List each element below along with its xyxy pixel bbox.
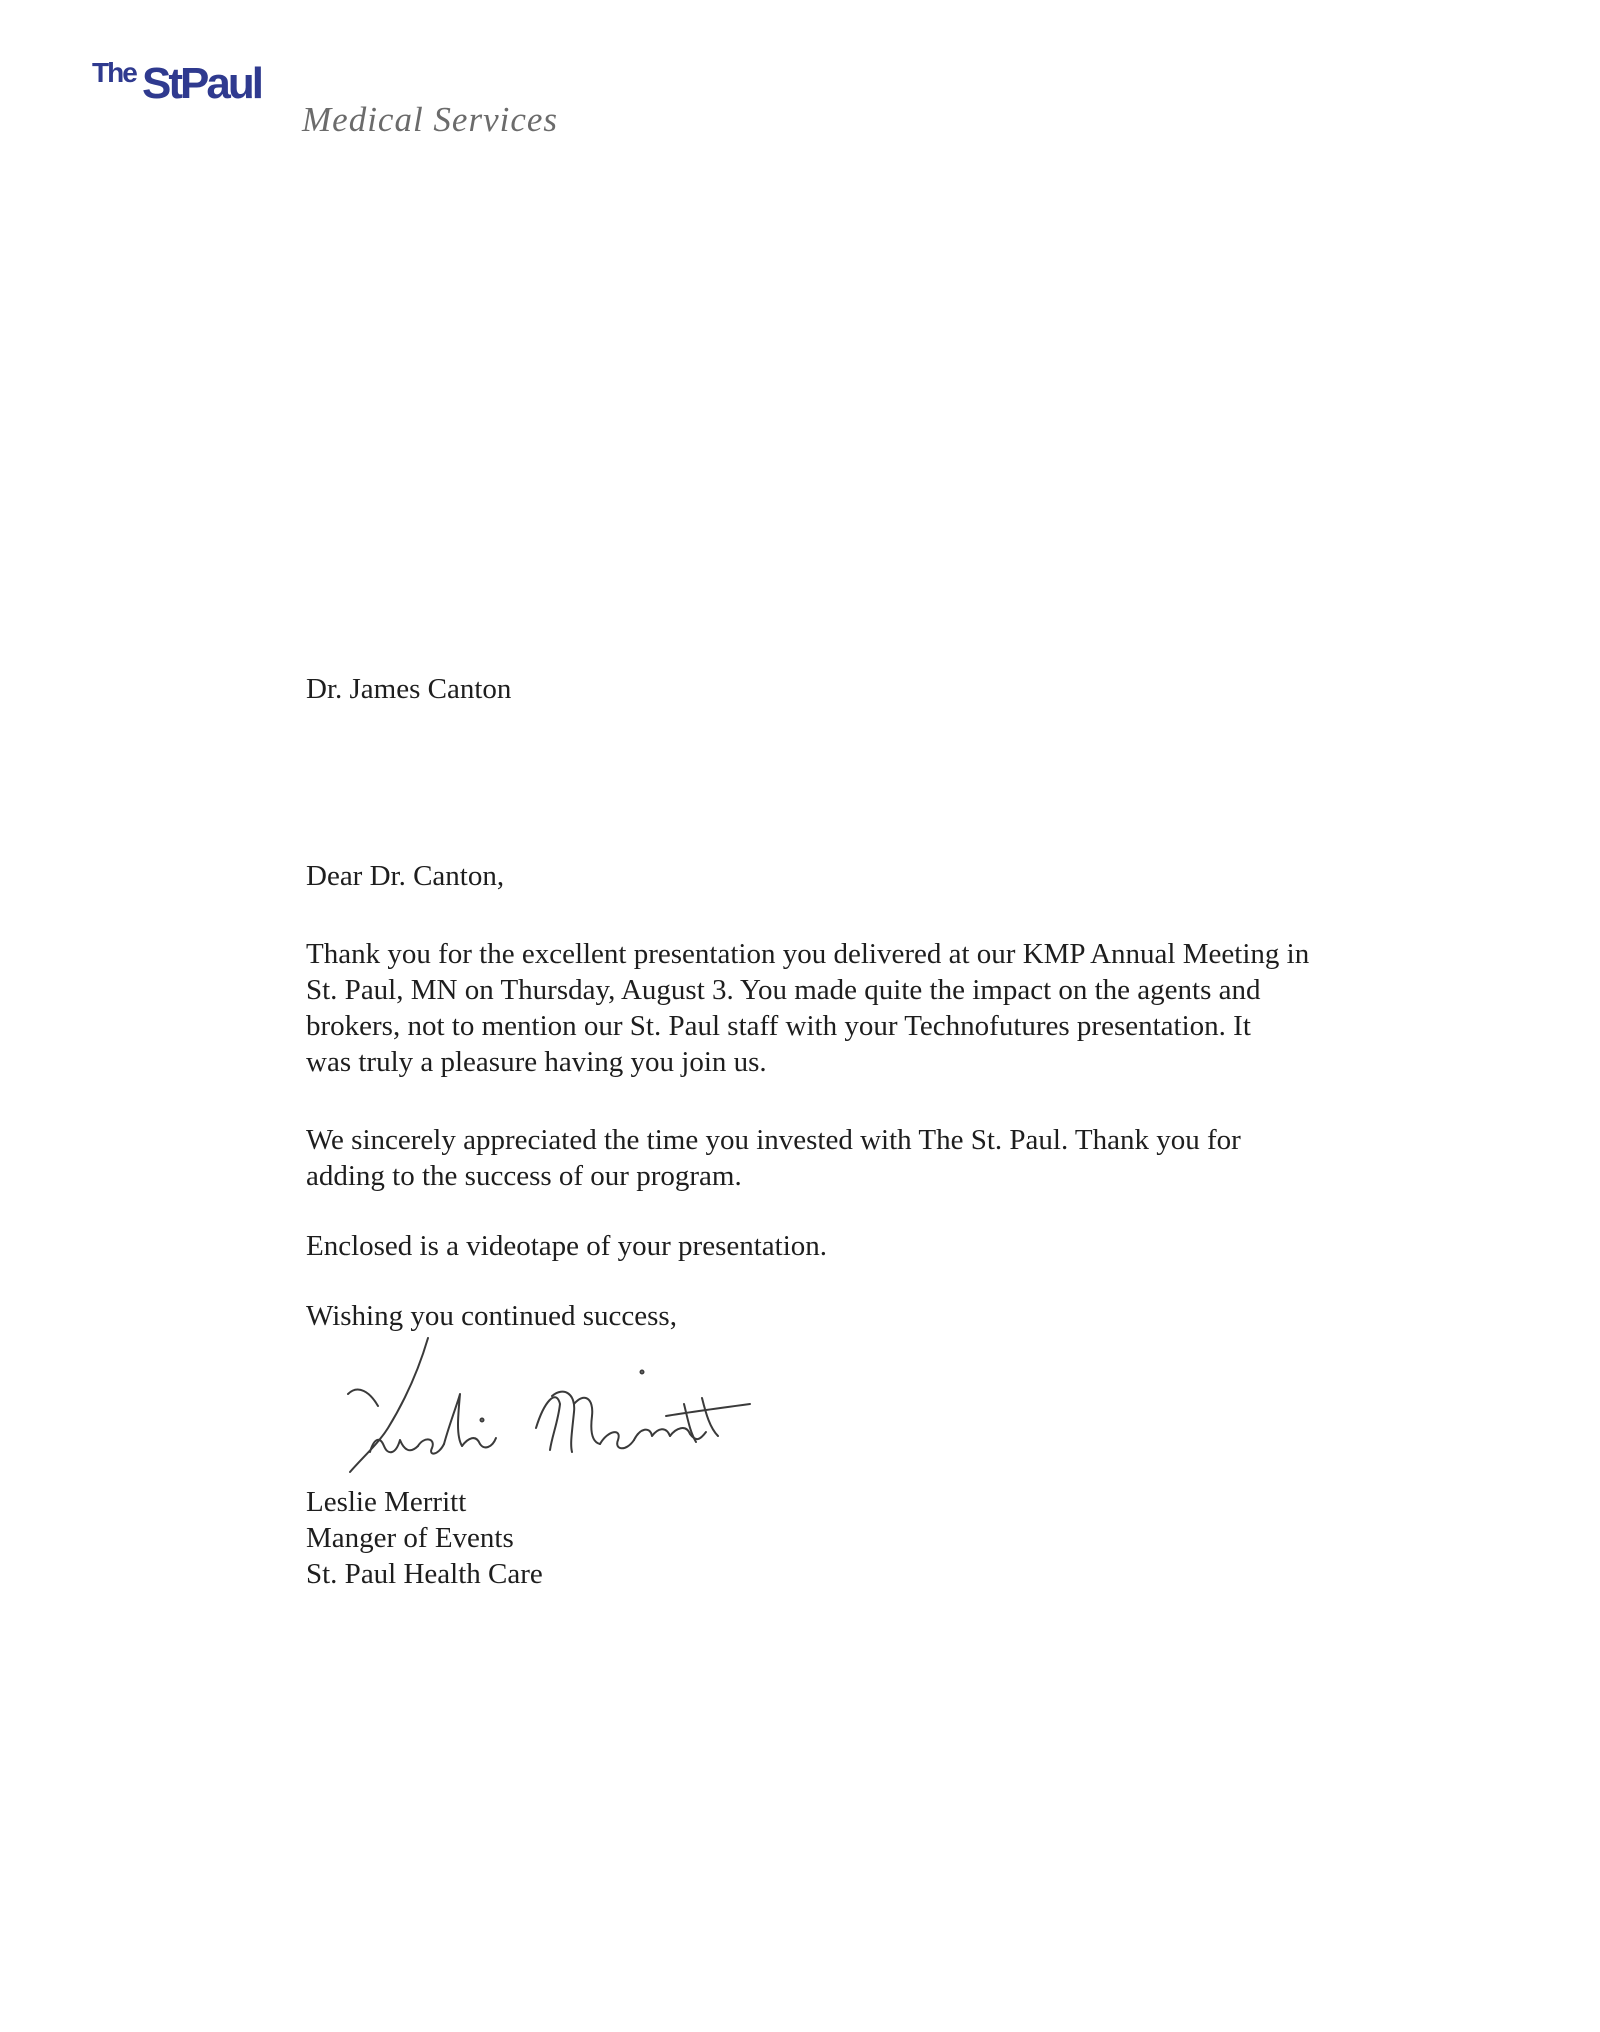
- company-logo: [92, 52, 292, 108]
- body-paragraph-3: [306, 1228, 827, 1264]
- paragraph-line: adding to the success of our program.: [306, 1160, 742, 1192]
- closing-line: Wishing you continued success,: [306, 1300, 677, 1332]
- handwritten-signature: [340, 1332, 800, 1482]
- body-paragraph-2: [306, 1122, 1241, 1194]
- sender-name: Leslie Merritt: [306, 1486, 467, 1518]
- salutation: Dear Dr. Canton,: [306, 860, 505, 892]
- paragraph-line: Enclosed is a videotape of your presentation.: [306, 1230, 828, 1262]
- body-paragraph-1: [306, 936, 1309, 1080]
- signature-block: [306, 1484, 543, 1592]
- paragraph-line: brokers, not to mention our St. Paul staff with your Technofutures presentation. It: [306, 1010, 1251, 1042]
- sender-organization: St. Paul Health Care: [306, 1558, 543, 1590]
- paragraph-line: Thank you for the excellent presentation you delivered at our KMP Annual Meeting in: [306, 938, 1310, 970]
- paragraph-line: We sincerely appreciated the time you invested with The St. Paul. Thank you for: [306, 1124, 1241, 1156]
- svg-text:The: The: [92, 57, 136, 88]
- paragraph-line: was truly a pleasure having you join us.: [306, 1046, 767, 1078]
- sender-title: Manger of Events: [306, 1522, 514, 1554]
- recipient-name: Dr. James Canton: [306, 673, 512, 705]
- letterhead-division: Medical Services: [302, 100, 559, 139]
- svg-text:StPaul: StPaul: [142, 59, 261, 108]
- paragraph-line: St. Paul, MN on Thursday, August 3. You made quite the impact on the agents and: [306, 974, 1261, 1006]
